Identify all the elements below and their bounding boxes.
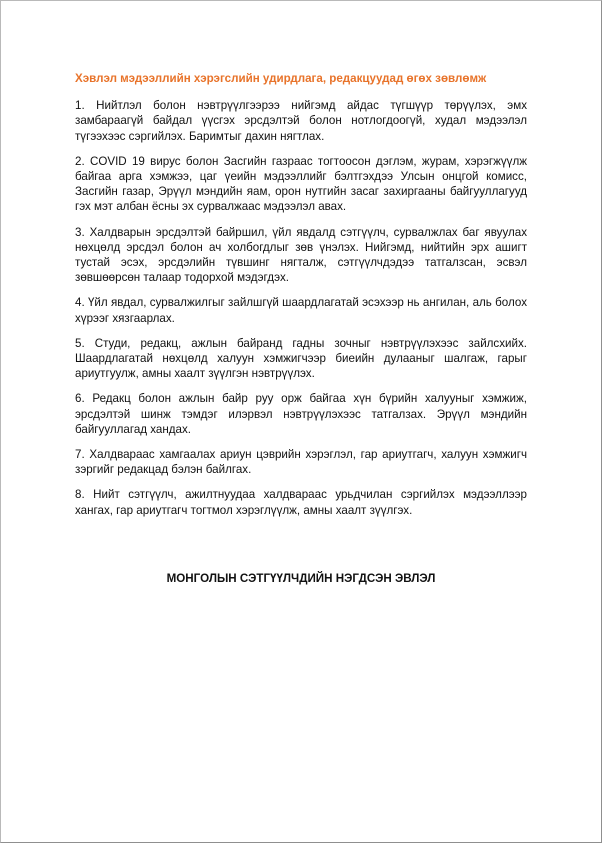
paragraph-1: 1. Нийтлэл болон нэвтрүүлгээрээ нийгэмд айдас түгшүүр төрүүлэх, эмх замбараагүй байдал үүсгэх эрсдэлтэй болон нотлогдоогүй, худал мэдээлэл түгээхээс сэргийлэх. Баримтыг дахин нягтлах.	[75, 99, 527, 143]
paragraph-7: 7. Халдвараас хамгаалах ариун цэврийн хэрэглэл, гар ариутгагч, халуун хэмжигч зэргийг редакцад бэлэн байлгах.	[75, 448, 527, 477]
paragraph-3: 3. Халдварын эрсдэлтэй байршил, үйл явдалд сэтгүүлч, сурвалжлах баг явуулах нөхцөлд эрсдэл болон ач холбогдлыг зөв үнэлэх. Нийгэмд, нийтийн эрх ашигт тустай эсэх, эрсдэлийн түвшинг нягталж, сэтгүүлчдэдээ татгалзсан, эсвэл зөвшөөрсөн талаар тодорхой мэдэгдэх.	[75, 225, 527, 285]
paragraph-5: 5. Студи, редакц, ажлын байранд гадны зочныг нэвтрүүлэхээс зайлсхийх. Шаардлагатай нөхцөлд халуун хэмжигчээр биеийн дулааныг шалгаж, гарыг ариутгуулж, амны хаалт зүүлгэн нэвтрүүлэх.	[75, 336, 527, 381]
paragraph-8: 8. Нийт сэтгүүлч, ажилтнуудаа халдвараас урьдчилан сэргийлэх мэдээллээр хангах, гар ариутгагч тогтмол хэрэглүүлж, амны хаалт зүүлгэх.	[75, 488, 527, 517]
paragraph-6: 6. Редакц болон ажлын байр руу орж байгаа хүн бүрийн халууныг хэмжиж, эрсдэлтэй шинж тэмдэг илэрвэл нэвтрүүлэхээс татгалзах. Эрүүл мэндийн байгууллагад хандах.	[75, 392, 527, 436]
signature-organization: МОНГОЛЫН СЭТГҮҮЛЧДИЙН НЭГДСЭН ЭВЛЭЛ	[166, 572, 436, 585]
paragraph-4: 4. Үйл явдал, сурвалжилгыг зайлшгүй шаардлагатай эсэхээр нь ангилан, аль болох хүрээг хязгаарлах.	[75, 296, 527, 325]
paragraph-2: 2. COVID 19 вирус болон Засгийн газраас тогтоосон дэглэм, журам, хэрэгжүүлж байгаа арга хэмжээ, цаг үеийн мэдээллийг бэлтгэхдээ Улсын онцгой комисс, Засгийн газар, Эрүүл мэндийн яам, орон нутгийн засаг захиргааны байгууллагууд гэх мэт албан ёсны эх сурвалжаас мэдээлэл авах.	[75, 154, 527, 214]
document-body	[75, 71, 527, 585]
document-title: Хэвлэл мэдээллийн хэрэгслийн удирдлага, редакцуудад өгөх зөвлөмж	[75, 72, 487, 85]
